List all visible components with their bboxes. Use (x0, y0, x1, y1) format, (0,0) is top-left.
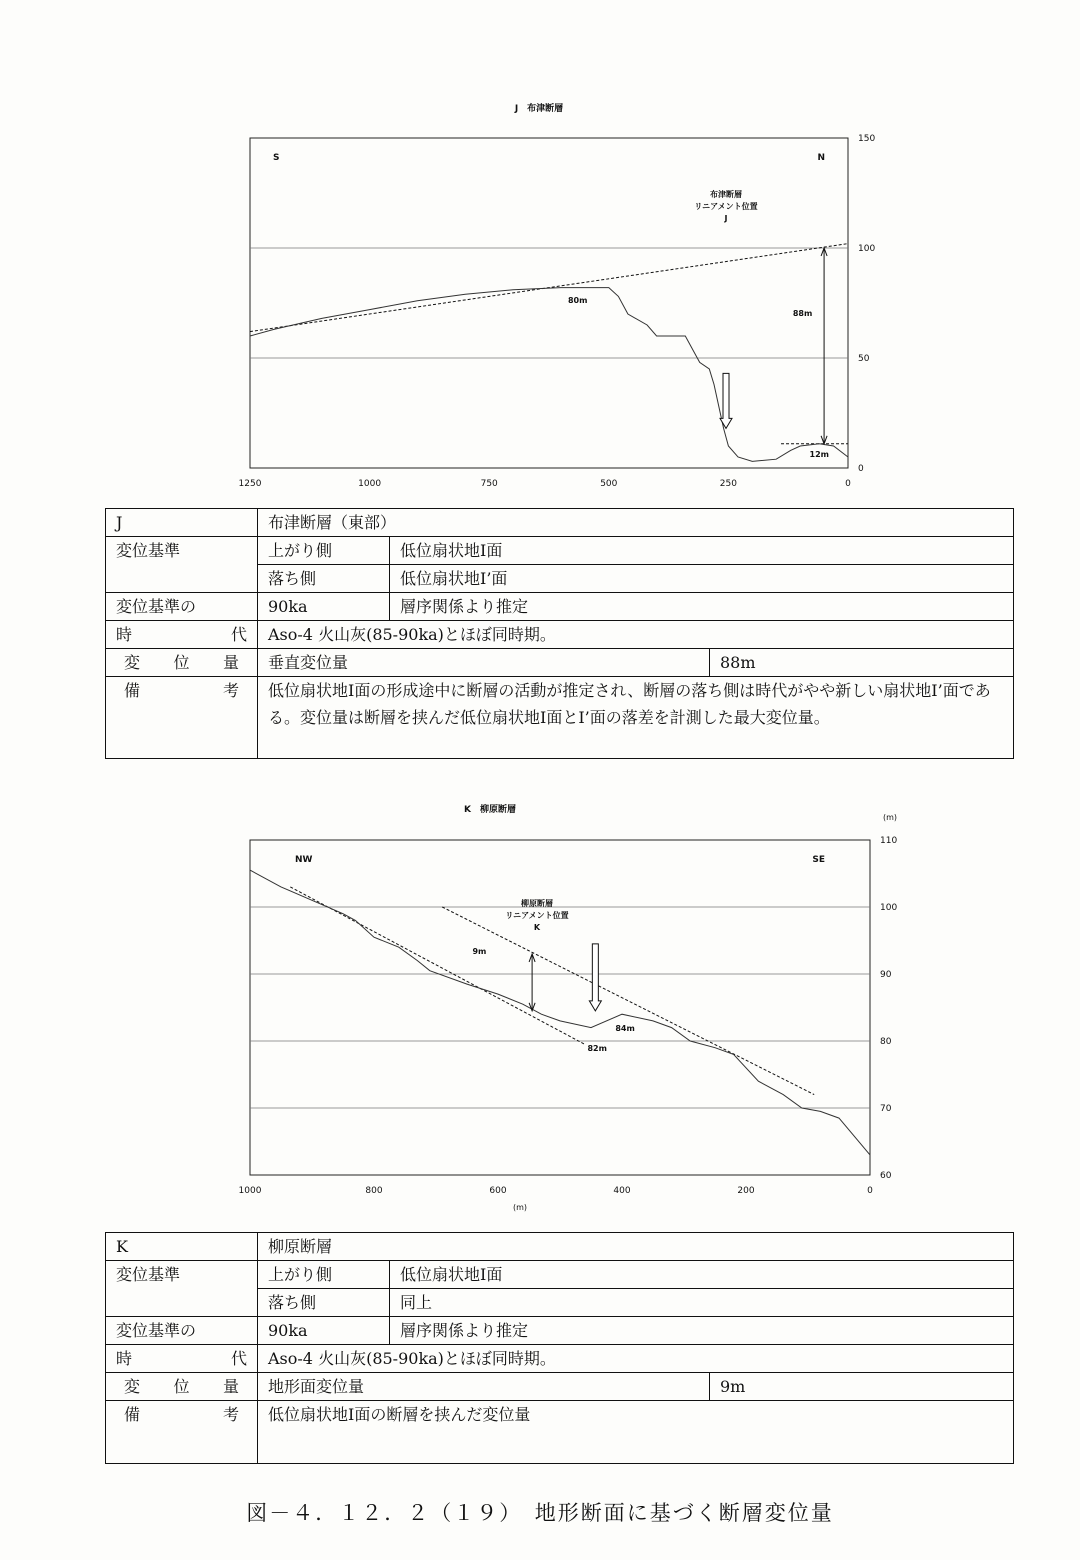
remarks-text: 低位扇状地Ⅰ面の形成途中に断層の活動が推定され、断層の落ち側は時代がやや新しい扇状地Ⅰ’面である。変位量は断層を挟んだ低位扇状地Ⅰ面とⅠ’面の落差を計測した最大変位量。 (258, 677, 1014, 759)
y-tick-label: 90 (880, 970, 892, 980)
annotation-label: 82m (587, 1044, 607, 1054)
x-axis-unit: (m) (512, 1203, 528, 1212)
fault-name: 柳原断層 (258, 1233, 1014, 1261)
table-id: K (106, 1233, 258, 1261)
displacement-value: 88m (710, 649, 1014, 677)
up-side-value: 低位扇状地Ⅰ面 (390, 537, 1014, 565)
plot-frame (250, 840, 870, 1175)
chart-title: J 布津断層 (514, 104, 564, 114)
annotation-label: 84m (615, 1023, 635, 1033)
y-tick-label: 50 (858, 354, 870, 364)
age-label-2b: 代 (230, 1349, 247, 1368)
y-tick-label: 80 (880, 1037, 892, 1047)
profile-chart-k (0, 795, 1080, 1215)
y-axis-unit: (m) (883, 813, 898, 822)
age-method: 層序関係より推定 (390, 593, 1014, 621)
remarks-label (106, 1401, 258, 1464)
x-tick-label: 250 (719, 479, 737, 489)
remarks-label-char-1: 備 (124, 681, 141, 700)
down-side-value: 同上 (390, 1289, 1014, 1317)
table-id: J (106, 509, 258, 537)
age-label-2 (106, 621, 258, 649)
standard-label: 変位基準 (106, 537, 258, 593)
up-side-label: 上がり側 (258, 537, 390, 565)
direction-left: S (273, 153, 280, 163)
direction-right: N (817, 153, 825, 163)
x-tick-label: 750 (480, 479, 498, 489)
age-value: 90ka (258, 1317, 390, 1345)
x-tick-label: 200 (737, 1186, 755, 1196)
remarks-label-char-1: 備 (124, 1405, 141, 1424)
y-tick-label: 100 (880, 903, 898, 913)
standard-label: 変位基準 (106, 1261, 258, 1317)
annotation-label: 9m (472, 946, 487, 956)
profile-chart-k-svg (0, 795, 1080, 1215)
y-tick-label: 70 (880, 1104, 892, 1114)
displacement-label (106, 1373, 258, 1401)
direction-left: NW (295, 855, 313, 865)
x-tick-label: 1000 (358, 479, 382, 489)
fault-position-arrow (720, 373, 732, 428)
age-label-1: 変位基準の (106, 1317, 258, 1345)
remarks-label-char-2: 考 (222, 681, 239, 700)
down-side-label: 落ち側 (258, 565, 390, 593)
fault-position-arrow (589, 944, 601, 1011)
x-tick-label: 0 (867, 1186, 873, 1196)
displacement-value: 9m (710, 1373, 1014, 1401)
fault-label-line: リニアメント位置 (694, 202, 758, 211)
disp-label-char-1: 変 (124, 1377, 141, 1396)
topographic-profile-line (250, 288, 848, 462)
y-tick-label: 100 (858, 244, 876, 254)
age-label-2a: 時 (116, 1349, 133, 1368)
displacement-type: 垂直変位量 (258, 649, 710, 677)
y-tick-label: 0 (858, 464, 864, 474)
fault-label-line: J (724, 214, 728, 223)
profile-chart-j (0, 95, 1080, 495)
y-tick-label: 110 (880, 836, 898, 846)
remarks-label-char-2: 考 (222, 1405, 239, 1424)
x-tick-label: 600 (489, 1186, 507, 1196)
age-note: Aso-4 火山灰(85-90ka)とほぼ同時期。 (258, 621, 1014, 649)
x-tick-label: 1000 (238, 1186, 262, 1196)
displacement-label (106, 649, 258, 677)
up-side-value: 低位扇状地Ⅰ面 (390, 1261, 1014, 1289)
age-label-1: 変位基準の (106, 593, 258, 621)
annotation-label: 88m (792, 309, 813, 319)
profile-chart-j-svg (0, 95, 1080, 495)
fault-label-line: リニアメント位置 (505, 911, 569, 920)
age-label-2 (106, 1345, 258, 1373)
age-note: Aso-4 火山灰(85-90ka)とほぼ同時期。 (258, 1345, 1014, 1373)
fault-label-line: K (533, 923, 541, 932)
remarks-label (106, 677, 258, 759)
age-method: 層序関係より推定 (390, 1317, 1014, 1345)
disp-label-char-3: 量 (222, 653, 239, 672)
displacement-type: 地形面変位量 (258, 1373, 710, 1401)
up-side-label: 上がり側 (258, 1261, 390, 1289)
fault-name: 布津断層（東部） (258, 509, 1014, 537)
x-tick-label: 500 (600, 479, 618, 489)
plot-frame (250, 138, 848, 468)
info-table-k (105, 1232, 1014, 1464)
age-value: 90ka (258, 593, 390, 621)
remarks-text: 低位扇状地Ⅰ面の断層を挟んだ変位量 (258, 1401, 1014, 1464)
y-tick-label: 150 (858, 134, 876, 144)
disp-label-char-2: 位 (173, 1377, 190, 1396)
down-side-value: 低位扇状地Ⅰ’面 (390, 565, 1014, 593)
fault-label-line: 柳原断層 (521, 899, 553, 908)
y-tick-label: 60 (880, 1171, 892, 1181)
disp-label-char-3: 量 (222, 1377, 239, 1396)
x-tick-label: 1250 (238, 479, 262, 489)
info-table-j (105, 508, 1014, 759)
disp-label-char-1: 変 (124, 653, 141, 672)
annotation-label: 80m (567, 296, 588, 305)
annotation-label: 12m (809, 450, 830, 459)
dashed-line-upper (442, 907, 814, 1095)
age-label-2a: 時 (116, 625, 133, 644)
figure-caption: 図－４．１２．２（１９） 地形断面に基づく断層変位量 (246, 1501, 834, 1525)
x-tick-label: 800 (365, 1186, 383, 1196)
direction-right: SE (812, 855, 825, 865)
age-label-2b: 代 (230, 625, 247, 644)
x-tick-label: 400 (613, 1186, 631, 1196)
chart-title: K 柳原断層 (464, 805, 516, 815)
disp-label-char-2: 位 (173, 653, 190, 672)
dashed-surface-line (250, 244, 848, 332)
fault-label-line: 布津断層 (710, 190, 742, 199)
x-tick-label: 0 (845, 479, 851, 489)
down-side-label: 落ち側 (258, 1289, 390, 1317)
